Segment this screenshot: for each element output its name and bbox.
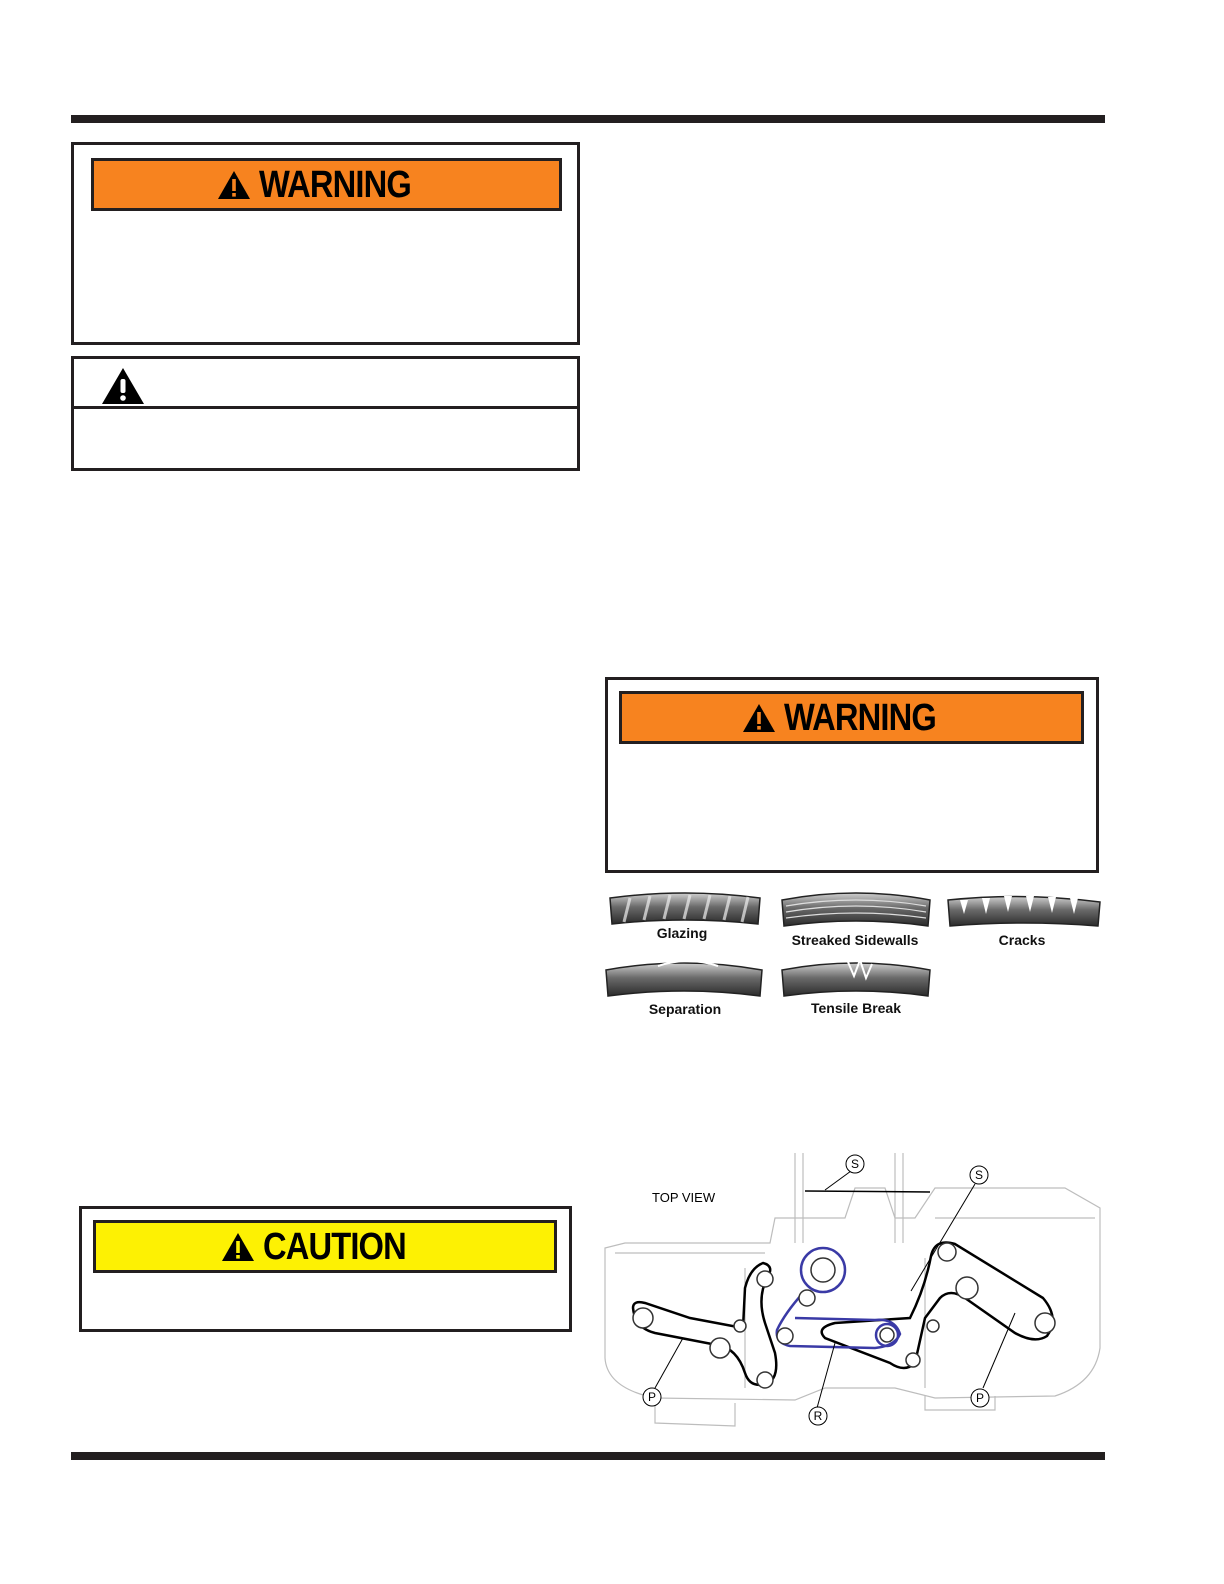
callout-s-1: S xyxy=(850,1157,860,1171)
diagram-view-label: TOP VIEW xyxy=(652,1190,716,1205)
belt-defect-label: Glazing xyxy=(656,925,708,941)
callout-p-2: P xyxy=(975,1391,985,1405)
caution-box xyxy=(79,1206,572,1332)
warning-label: WARNING xyxy=(784,696,937,739)
caution-banner xyxy=(93,1220,557,1273)
warning-banner xyxy=(91,158,562,211)
belt-defect-label: Streaked Sidewalls xyxy=(791,932,919,948)
belt-glazing-image xyxy=(610,893,760,924)
caution-label: CAUTION xyxy=(262,1225,406,1268)
callout-r: R xyxy=(813,1409,823,1423)
belt-defect-label: Cracks xyxy=(998,932,1046,948)
warning-triangle-icon xyxy=(742,703,776,733)
warning-banner xyxy=(619,691,1084,744)
belt-separation-image xyxy=(606,961,762,996)
warning-label: WARNING xyxy=(259,163,412,206)
warning-triangle-icon xyxy=(217,170,251,200)
caution-header-divider xyxy=(74,406,577,409)
callout-s-2: S xyxy=(974,1168,984,1182)
belt-streaked-sidewalls-image xyxy=(782,893,930,926)
belt-defect-label: Tensile Break xyxy=(810,1000,902,1016)
footer-rule xyxy=(71,1452,1105,1460)
belt-routing-diagram xyxy=(595,1148,1105,1440)
warning-box-1 xyxy=(71,142,580,345)
warning-triangle-icon xyxy=(221,1232,255,1262)
safety-alert-icon xyxy=(100,366,146,406)
header-rule xyxy=(71,115,1105,123)
caution-alert-box xyxy=(71,356,580,471)
belt-tensile-break-image xyxy=(782,960,930,996)
belt-defects-figure xyxy=(598,886,1104,1026)
belt-cracks-image xyxy=(948,896,1100,926)
belt-defect-label: Separation xyxy=(648,1001,722,1017)
callout-p-1: P xyxy=(647,1390,657,1404)
warning-box-2 xyxy=(605,677,1099,873)
